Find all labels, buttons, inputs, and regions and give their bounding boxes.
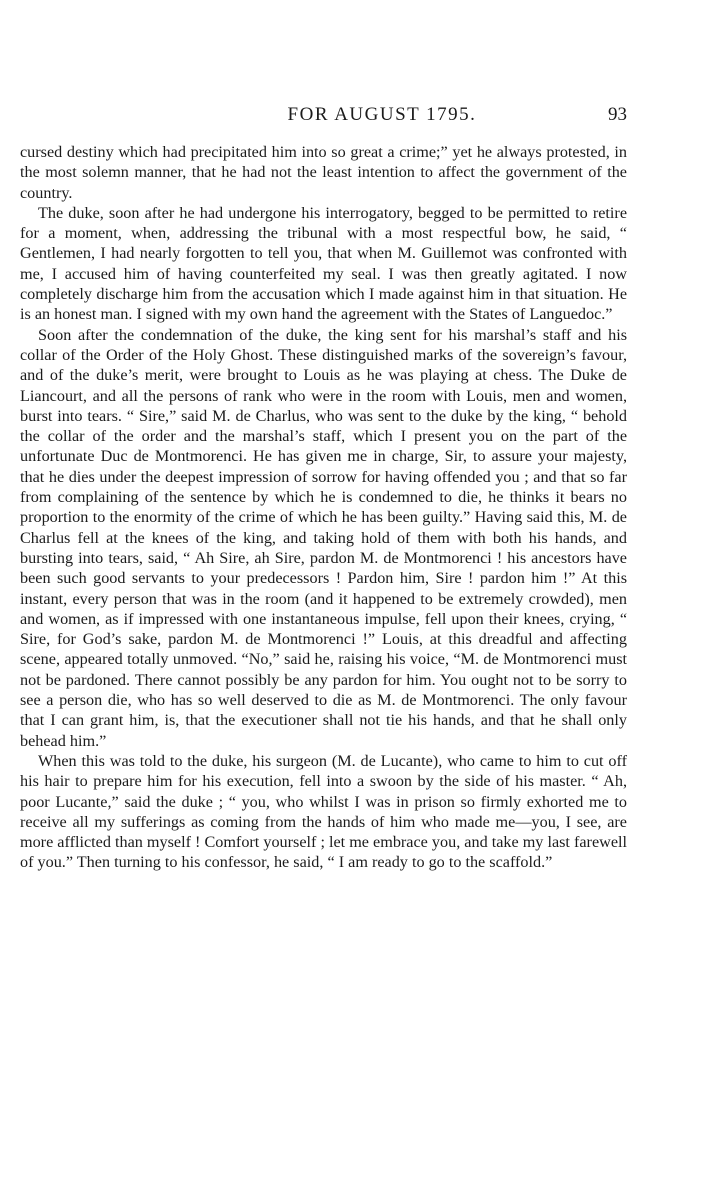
paragraph-continuation: cursed destiny which had precipitated him into so great a crime;” yet he always protested, in the most solemn manner, that he had not the least intention to affect the government of the country.: [20, 143, 627, 202]
page-header: [137, 100, 627, 130]
paragraph-interrogatory: The duke, soon after he had undergone his interrogatory, begged to be permitted to retire for a moment, when, addressing the tribunal with a most respectful bow, he said, “ Gentlemen, I had nearly forgotten to tell you, that when M. Guillemot was confronted with me, I accused him of having counterfeited my seal. I was then greatly agitated. I now completely discharge him from the accusation which I made against him in that situation. He is an honest man. I signed with my own hand the agreement with the States of Languedoc.”: [20, 203, 627, 324]
page-number: 93: [608, 104, 627, 125]
body-text: [20, 142, 627, 873]
paragraph-surgeon: When this was told to the duke, his surgeon (M. de Lucante), who came to him to cut off his hair to prepare him for his execution, fell into a swoon by the side of his master. “ Ah, poor Lucante,” said the duke ; “ you, who whilst I was in prison so firmly exhorted me to receive all my sufferings as coming from the hands of him who made me—you, I see, are more afflicted than myself ! Comfort yourself ; let me embrace you, and take my last farewell of you.” Then turning to his confessor, he said, “ I am ready to go to the scaffold.”: [20, 751, 627, 872]
running-head: FOR AUGUST 1795.: [287, 104, 477, 125]
paragraph-condemnation: Soon after the condemnation of the duke, the king sent for his marshal’s staff and his collar of the Order of the Holy Ghost. These distinguished marks of the sovereign’s favour, and of the duke’s merit, were brought to Louis as he was playing at chess. The Duke de Liancourt, and all the persons of rank who were in the room with Louis, men and women, burst into tears. “ Sire,” said M. de Charlus, who was sent to the duke by the king, “ behold the collar of the order and the marshal’s staff, which I present you on the part of the unfortunate Duc de Montmorenci. He has given me in charge, Sir, to assure your majesty, that he dies under the deepest impression of sorrow for having offended you ; and that so far from complaining of the sentence by which he is condemned to die, he thinks it bears no proportion to the enormity of the crime of which he has been guilty.” Having said this, M. de Charlus fell at the knees of the king, and taking hold of them with both his hands, and bursting into tears, said, “ Ah Sire, ah Sire, pardon M. de Montmorenci ! his ancestors have been such good servants to your predecessors ! Pardon him, Sire ! pardon him !” At this instant, every person that was in the room (and it happened to be extremely crowded), men and women, as if impressed with one instantaneous impulse, fell upon their knees, crying, “ Sire, for God’s sake, pardon M. de Montmorenci !” Louis, at this dreadful and affecting scene, appeared totally unmoved. “No,” said he, raising his voice, “M. de Montmorenci must not be pardoned. There cannot possibly be any pardon for him. You ought not to be sorry to see a person die, who has so well deserved to die as M. de Montmorenci. The only favour that I can grant him, is, that the executioner shall not tie his hands, and that he shall only behead him.”: [20, 325, 627, 750]
